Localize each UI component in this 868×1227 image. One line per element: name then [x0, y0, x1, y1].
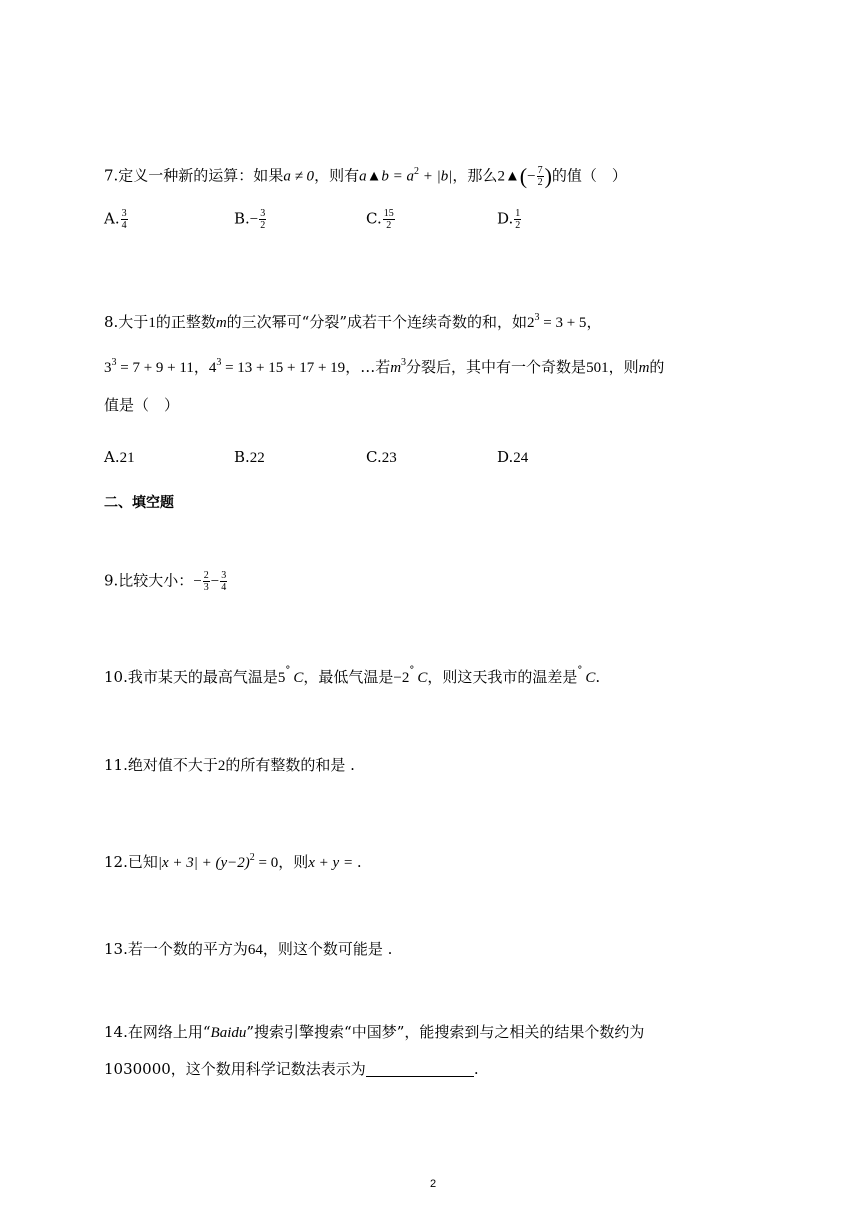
q8-option-a[interactable]: A.21	[104, 448, 135, 466]
q7-option-b[interactable]: B.− $\frac{3}{2}$	[234, 208, 266, 231]
q7-option-c[interactable]: C. $\frac{15}{2}$	[366, 208, 394, 231]
q11-stem: 11.绝对值不大于2的所有整数的和是 .	[104, 756, 355, 774]
q8-option-c[interactable]: C.23	[366, 448, 397, 466]
q7-stem: 7.定义一种新的运算：如果a ≠ 0，则有a▲b = $a^2 + |b|$，那么2▲(− $\frac{7}{2}$ )的值（ ）	[104, 163, 627, 189]
page-number: 2	[430, 1178, 437, 1190]
q9-stem: 9.比较大小：− $\frac{2}{3}$ − $\frac{3}{4}$	[104, 570, 227, 593]
q13-stem: 13.若一个数的平方为64，则这个数可能是 .	[104, 940, 393, 958]
q8-option-b[interactable]: B.22	[234, 448, 265, 466]
q7-option-a[interactable]: A. $\frac{3}{4}$	[104, 208, 127, 231]
q12-stem: 12.已知$|x + 3| + (y-2)^2 = 0$，则x + y = .	[104, 852, 362, 871]
q14-brand: Baidu	[210, 1025, 247, 1041]
q9-fraction-1: $\frac{2}{3}$	[203, 570, 209, 593]
q8-stem-line3: 值是（ ）	[104, 396, 180, 414]
section-title: 二、填空题	[104, 495, 174, 511]
q7-expr-fraction: $\frac{7}{2}$	[537, 165, 543, 188]
q8-stem-line2: $3^3 = 7 + 9 + 11$，$4^3 = 13 + 15 + 17 + 19$，…若$m^3$分裂后，其中有一个奇数是501，则m的	[104, 357, 665, 376]
q7-condition: a ≠ 0	[283, 168, 315, 185]
answer-blank[interactable]	[366, 1060, 474, 1077]
q9-fraction-2: $\frac{3}{4}$	[221, 570, 227, 593]
q7-option-d[interactable]: D. $\frac{1}{2}$	[497, 208, 521, 231]
q14-stem-line2: 1030000，这个数用科学记数法表示为 .	[104, 1060, 479, 1078]
q10-stem: 10.我市某天的最高气温是5° C，最低气温是−2° C，则这天我市的温差是° C.	[104, 665, 601, 686]
q8-option-d[interactable]: D.24	[497, 448, 529, 466]
q14-stem-line1: 14.在网络上用“Baidu”搜索引擎搜索“中国梦”，能搜索到与之相关的结果个数约为	[104, 1023, 645, 1041]
q8-stem-line1: 8.大于1的正整数m的三次幂可“分裂”成若干个连续奇数的和，如$2^3 = 3 + 5$，	[104, 312, 602, 331]
